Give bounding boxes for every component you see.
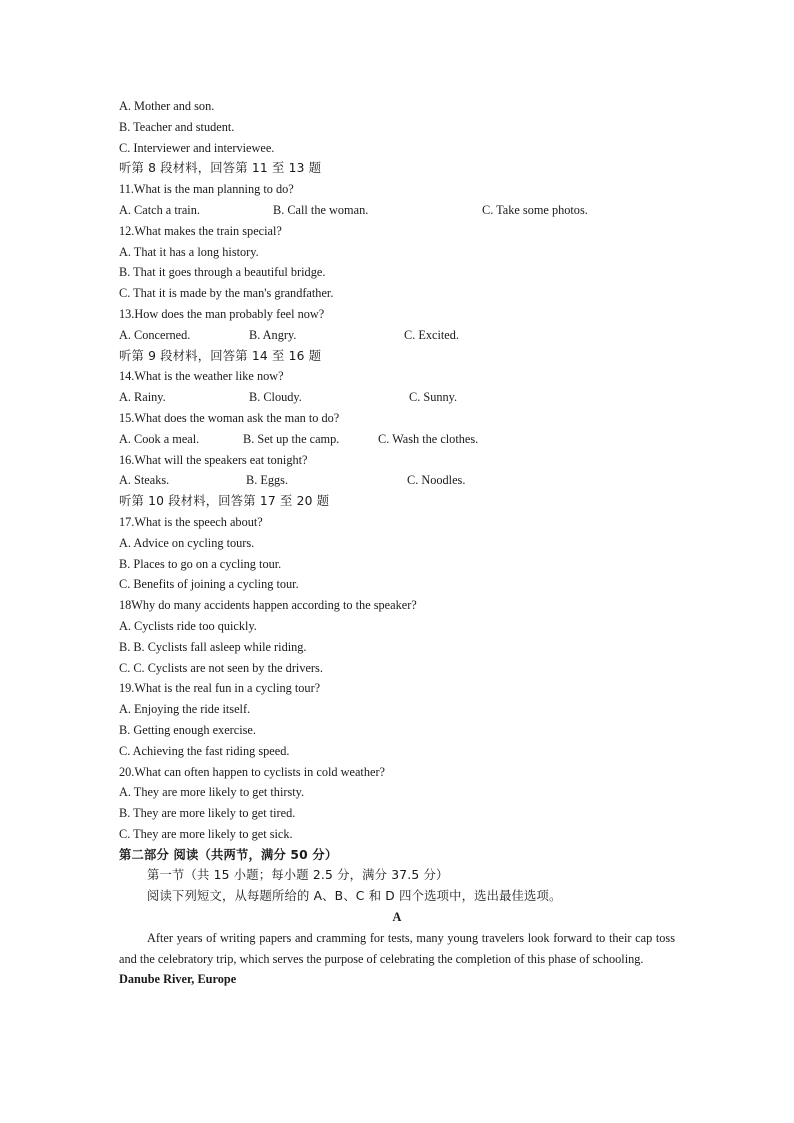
option-b: B. Cloudy.	[249, 390, 302, 405]
option-a: A. Cook a meal.	[119, 431, 200, 446]
question-11: 11.What is the man planning to do?	[119, 182, 294, 197]
option-c: C. That it is made by the man's grandfather.	[119, 286, 334, 301]
question-13: 13.How does the man probably feel now?	[119, 306, 325, 321]
option-b: B. Places to go on a cycling tour.	[119, 556, 282, 571]
options-row-14	[119, 387, 675, 408]
option-c: C. Excited.	[404, 327, 459, 342]
option-c: C. Take some photos.	[482, 202, 588, 217]
question-12: 12.What makes the train special?	[119, 223, 282, 238]
option-line: C. Interviewer and interviewee.	[119, 140, 275, 155]
option-a: A. Catch a train.	[119, 202, 200, 217]
option-c: C. They are more likely to get sick.	[119, 826, 293, 841]
option-a: A. Rainy.	[119, 390, 166, 405]
passage-label: A	[392, 910, 402, 925]
section-one-heading: 第一节（共 15 小题；每小题 2.5 分，满分 37.5 分）	[147, 868, 449, 883]
option-a: A. Enjoying the ride itself.	[119, 702, 251, 717]
options-row-11	[119, 200, 675, 221]
question-20: 20.What can often happen to cyclists in cold weather?	[119, 764, 385, 779]
option-a: A. Steaks.	[119, 473, 170, 488]
option-b: B. Getting enough exercise.	[119, 722, 256, 737]
part-two-heading: 第二部分 阅读（共两节，满分 50 分）	[119, 847, 338, 862]
option-c: C. C. Cyclists are not seen by the drivers.	[119, 660, 323, 675]
option-c: C. Achieving the fast riding speed.	[119, 743, 290, 758]
option-c: C. Noodles.	[407, 473, 466, 488]
question-17: 17.What is the speech about?	[119, 514, 263, 529]
question-19: 19.What is the real fun in a cycling tour?	[119, 681, 321, 696]
option-a: A. That it has a long history.	[119, 244, 259, 259]
option-line: B. Teacher and student.	[119, 119, 235, 134]
option-a: A. Advice on cycling tours.	[119, 535, 255, 550]
options-row-16	[119, 470, 675, 491]
question-15: 15.What does the woman ask the man to do?	[119, 410, 340, 425]
section-header-10: 听第 10 段材料，回答第 17 至 20 题	[119, 494, 330, 509]
section-header-9: 听第 9 段材料，回答第 14 至 16 题	[119, 348, 322, 363]
question-18: 18Why do many accidents happen according to the speaker?	[119, 598, 417, 613]
reading-instructions: 阅读下列短文，从每题所给的 A、B、C 和 D 四个选项中，选出最佳选项。	[147, 889, 562, 904]
option-b: B. They are more likely to get tired.	[119, 806, 296, 821]
option-b: B. B. Cyclists fall asleep while riding.	[119, 639, 307, 654]
options-row-13	[119, 325, 675, 346]
option-b: B. Call the woman.	[273, 202, 369, 217]
option-b: B. Angry.	[249, 327, 297, 342]
option-c: C. Benefits of joining a cycling tour.	[119, 577, 299, 592]
section-header-8: 听第 8 段材料，回答第 11 至 13 题	[119, 161, 322, 176]
exam-page	[119, 96, 675, 990]
option-c: C. Wash the clothes.	[378, 431, 479, 446]
option-c: C. Sunny.	[409, 390, 458, 405]
question-14: 14.What is the weather like now?	[119, 369, 284, 384]
option-b: B. Set up the camp.	[243, 431, 340, 446]
option-b: B. Eggs.	[246, 473, 289, 488]
option-b: B. That it goes through a beautiful bridge.	[119, 265, 326, 280]
option-line: A. Mother and son.	[119, 99, 215, 113]
question-16: 16.What will the speakers eat tonight?	[119, 452, 308, 467]
passage-paragraph: After years of writing papers and cramming for tests, many young travelers look forward to their cap toss and the celebratory trip, which serves the purpose of celebrating the completion of this phase of schooling.	[119, 930, 675, 966]
option-a: A. Concerned.	[119, 327, 191, 342]
option-a: A. Cyclists ride too quickly.	[119, 618, 257, 633]
passage-subheading: Danube River, Europe	[119, 972, 237, 987]
option-a: A. They are more likely to get thirsty.	[119, 785, 305, 800]
options-row-15	[119, 429, 675, 450]
